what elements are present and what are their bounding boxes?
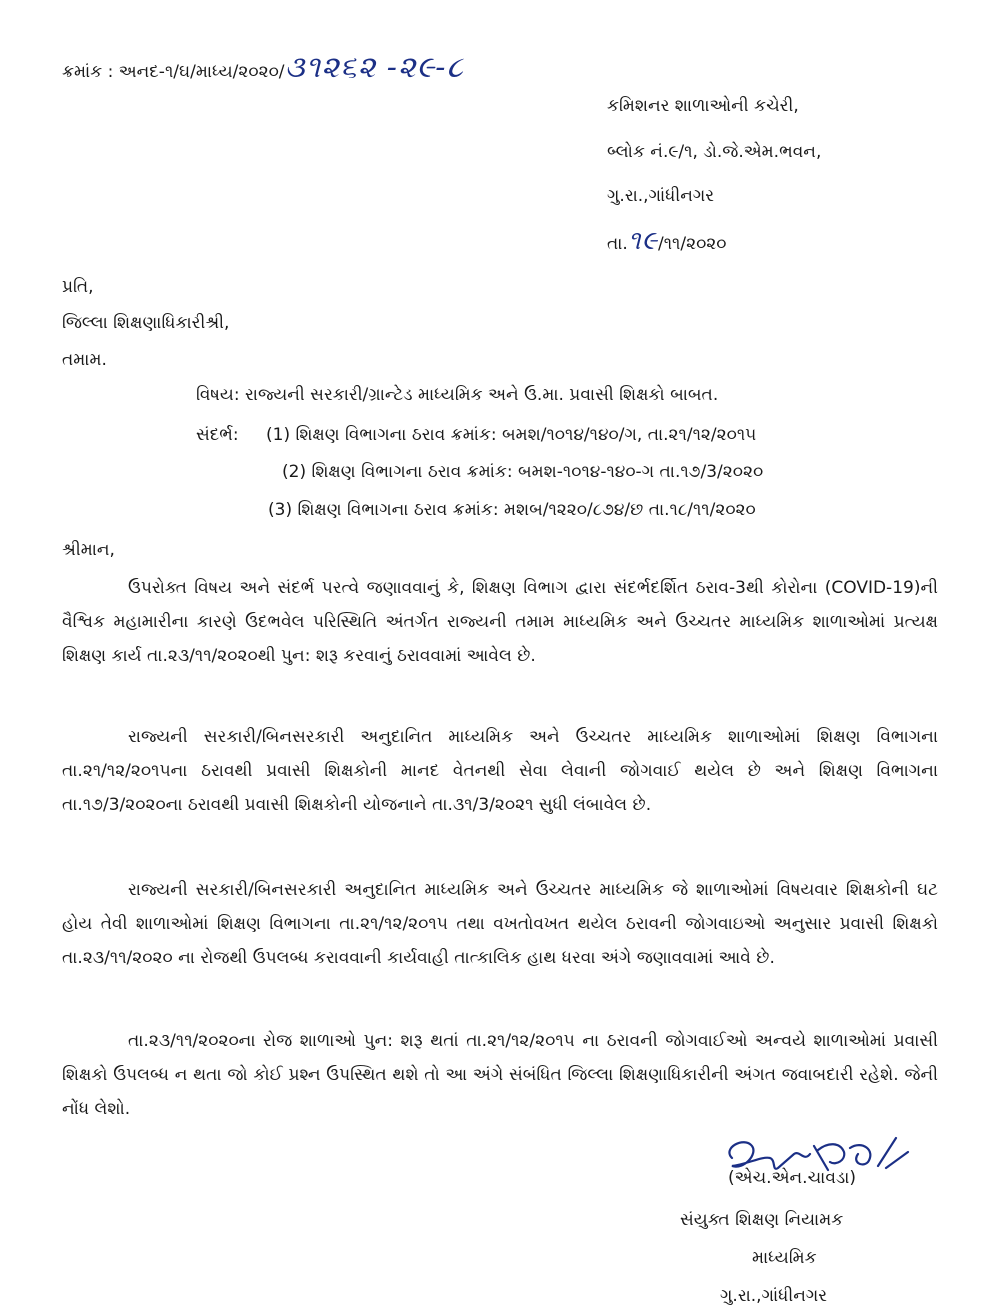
- handwritten-date-day: ૧૯: [627, 226, 658, 256]
- paragraph-text: તા.૨૩/૧૧/૨૦૨૦ના રોજ શાળાઓ પુન: શરૂ થતાં તા.૨૧/૧૨/૨૦૧૫ ના ઠરાવની જોગવાઈઓ અન્વયે શાળાઓમાં પ્રવાસી શિક્ષકો ઉપલબ્ધ ન થતા જો કોઈ પ્રશ્ન ઉપસ્થિત થશે તો આ અંગે સંબંધિત જિલ્લા શિક્ષણાધિકારીની અંગત જવાબદારી રહેશે. જેની નોંધ લેશો.: [62, 1031, 938, 1119]
- date-prefix: તા.: [607, 234, 628, 254]
- recipient-all: તમામ.: [62, 350, 107, 370]
- office-block: બ્લોક નં.૯/૧, ડો.જે.એમ.ભવન,: [607, 142, 822, 162]
- paragraph-text: ઉપરોક્ત વિષય અને સંદર્ભ પરત્વે જણાવવાનું કે, શિક્ષણ વિભાગ દ્વારા સંદર્ભદર્શિત ઠરાવ-3થી કોરોના (COVID-19)ની વૈશ્વિક મહામારીના કારણે ઉદભવેલ પરિસ્થિતિ અંતર્ગત રાજ્યની તમામ માધ્યમિક અને ઉચ્ચતર માધ્યમિક શાળાઓમાં પ્રત્યક્ષ શિક્ષણ કાર્ય તા.૨૩/૧૧/૨૦૨૦થી પુન: શરૂ કરવાનું ઠરાવવામાં આવેલ છે.: [62, 578, 938, 666]
- office-city: ગુ.રા.,ગાંધીનગર: [607, 186, 715, 206]
- paragraph-text: રાજ્યની સરકારી/બિનસરકારી અનુદાનિત માધ્યમિક અને ઉચ્ચતર માધ્યમિક જે શાળાઓમાં વિષયવાર શિક્ષકોની ઘટ હોય તેવી શાળાઓમાં શિક્ષણ વિભાગના તા.૨૧/૧૨/૨૦૧૫ તથા વખતોવખત થયેલ ઠરાવની જોગવાઇઓ અનુસાર પ્રવાસી શિક્ષકો તા.૨૩/૧૧/૨૦૨૦ ના રોજથી ઉપલબ્ધ કરાવવાની કાર્યવાહી તાત્કાલિક હાથ ધરવા અંગે જણાવવામાં આવે છે.: [62, 880, 938, 968]
- body-paragraph-3: [62, 873, 938, 975]
- signatory-name: (એચ.એન.ચાવડા): [728, 1168, 857, 1188]
- reference-item-2: (2) શિક્ષણ વિભાગના ઠરાવ ક્રમાંક: બમશ-૧૦૧૪-૧૪૦-ગ તા.૧૭/3/૨૦૨૦: [282, 462, 764, 482]
- subject-line: [196, 385, 718, 405]
- recipient-officer: જિલ્લા શિક્ષણાધિકારીશ્રી,: [62, 313, 230, 333]
- recipient-prati: પ્રતિ,: [62, 277, 94, 297]
- subject-label: વિષય:: [196, 385, 240, 405]
- signatory-designation: સંયુક્ત શિક્ષણ નિયામક: [680, 1210, 844, 1230]
- signatory-location: ગુ.રા.,ગાંધીનગર: [720, 1286, 828, 1306]
- body-paragraph-4: [62, 1024, 938, 1126]
- body-paragraph-2: [62, 720, 938, 822]
- reference-item-3: (3) શિક્ષણ વિભાગના ઠરાવ ક્રમાંક: મશબ/૧૨૨૦/૮૭૪/છ તા.૧૮/૧૧/૨૦૨૦: [268, 500, 756, 520]
- reference-item-1: (1) શિક્ષણ વિભાગના ઠરાવ ક્રમાંક: બમશ/૧૦૧૪/૧૪૦/ગ, તા.૨૧/૧૨/૨૦૧૫: [266, 425, 757, 445]
- paragraph-text: રાજ્યની સરકારી/બિનસરકારી અનુદાનિત માધ્યમિક અને ઉચ્ચતર માધ્યમિક શાળાઓમાં શિક્ષણ વિભાગના તા.૨૧/૧૨/૨૦૧૫ના ઠરાવથી પ્રવાસી શિક્ષકોની માનદ વેતનથી સેવા લેવાની જોગવાઈ થયેલ છે અને શિક્ષણ વિભાગના તા.૧૭/3/૨૦૨૦ના ઠરાવથી પ્રવાસી શિક્ષકોની યોજનાને તા.૩૧/3/૨૦૨૧ સુધી લંબાવેલ છે.: [62, 727, 938, 815]
- signatory-department: માધ્યમિક: [752, 1248, 817, 1268]
- order-number-label: ક્રમાંક : અનદ-૧/ઘ/માધ્ય/૨૦૨૦/: [62, 62, 285, 82]
- letter-date: [607, 226, 727, 257]
- office-name: કમિશનર શાળાઓની કચેરી,: [607, 96, 799, 116]
- date-suffix: /૧૧/૨૦૨૦: [657, 234, 727, 254]
- handwritten-order-number: ૩૧૨૬૨ -૨૯-૮: [284, 50, 464, 85]
- reference-label: સંદર્ભ:: [196, 425, 239, 445]
- body-paragraph-1: [62, 571, 938, 673]
- subject-text: રાજ્યની સરકારી/ગ્રાન્ટેડ માધ્યમિક અને ઉ.મા. પ્રવાસી શિક્ષકો બાબત.: [245, 385, 719, 405]
- salutation: શ્રીમાન,: [62, 540, 115, 560]
- order-number: [62, 50, 464, 85]
